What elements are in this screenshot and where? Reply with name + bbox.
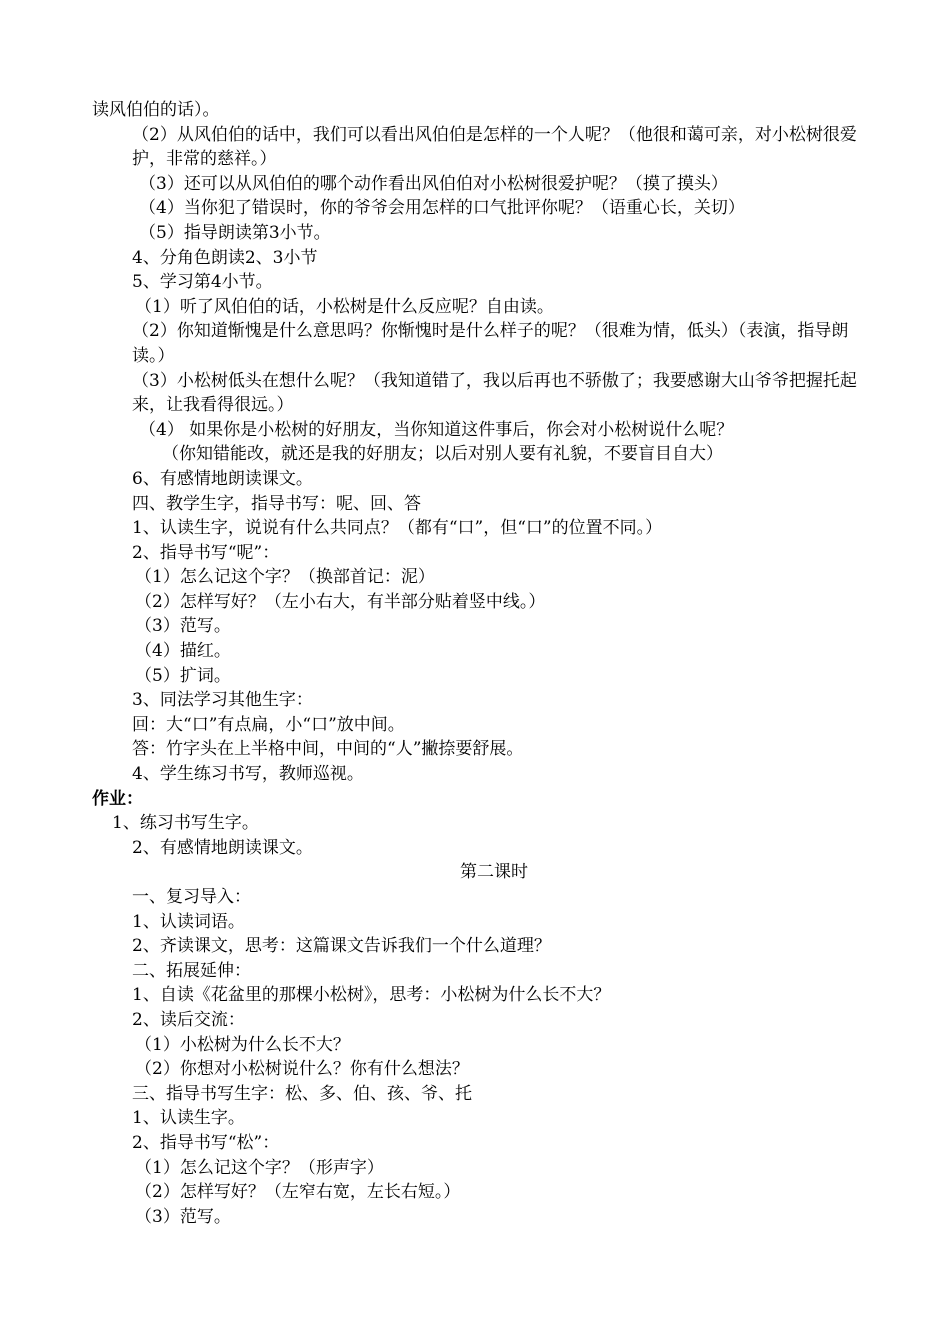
text-line: 2、指导书写“松”： xyxy=(132,1132,280,1153)
section-heading: 三、指导书写生字：松、多、伯、孩、爷、托 xyxy=(132,1083,472,1104)
text-line: （1）怎么记这个字？（形声字） xyxy=(135,1157,384,1178)
text-line: 6、有感情地朗读课文。 xyxy=(132,468,313,489)
section-heading: 四、教学生字，指导书写：呢、回、答 xyxy=(132,493,421,514)
text-line: 2、读后交流： xyxy=(132,1009,245,1030)
text-line: （2）怎样写好？（左小右大，有半部分贴着竖中线。） xyxy=(135,591,546,612)
text-line: 5、学习第4小节。 xyxy=(132,272,273,293)
text-line: 2、齐读课文，思考：这篇课文告诉我们一个什么道理？ xyxy=(132,936,551,957)
text-line: （1）小松树为什么长不大？ xyxy=(135,1034,350,1055)
text-line: （5）扩词。 xyxy=(135,665,231,686)
lesson-title: 第二课时 xyxy=(460,862,528,883)
text-line: 回：大“口”有点扁，小“口”放中间。 xyxy=(132,714,405,735)
text-line: （3）范写。 xyxy=(135,1206,231,1227)
text-line: （3）还可以从风伯伯的哪个动作看出风伯伯对小松树很爱护呢？（摸了摸头） xyxy=(139,173,728,194)
text-line: 1、认读词语。 xyxy=(132,911,245,932)
section-heading: 二、拓展延伸： xyxy=(132,960,251,981)
text-line: （你知错能改，就还是我的好朋友；以后对别人要有礼貌，不要盲目自大） xyxy=(162,444,723,465)
text-line: 1、认读生字，说说有什么共同点？（都有“口”，但“口”的位置不同。） xyxy=(132,518,663,539)
text-line: 1、练习书写生字。 xyxy=(112,813,259,834)
text-line: （1）听了风伯伯的话，小松树是什么反应呢？自由读。 xyxy=(135,296,554,317)
homework-heading: 作业： xyxy=(92,788,143,809)
text-line: （2）怎样写好？（左窄右宽，左长右短。） xyxy=(135,1182,461,1203)
text-line: （3）范写。 xyxy=(135,616,231,637)
text-line: （5）指导朗读第3小节。 xyxy=(139,222,331,243)
section-heading: 一、复习导入： xyxy=(132,887,251,907)
text-line: （4）描红。 xyxy=(135,641,231,662)
text-line: （4）当你犯了错误时，你的爷爷会用怎样的口气批评你呢？（语重心长，关切） xyxy=(139,198,745,219)
text-paragraph: （2）从风伯伯的话中，我们可以看出风伯伯是怎样的一个人呢？（他很和蔼可亲，对小松树很爱护，非常的慈祥。） xyxy=(132,124,857,170)
text-line: 读风伯伯的话）。 xyxy=(92,100,220,120)
text-paragraph: （3）小松树低头在想什么呢？（我知道错了，我以后再也不骄傲了；我要感谢大山爷爷把握托起来，让我看得很远。） xyxy=(132,370,857,416)
text-line: （4） 如果你是小松树的好朋友，当你知道这件事后，你会对小松树说什么呢？ xyxy=(139,419,734,440)
text-line: 4、学生练习书写，教师巡视。 xyxy=(132,764,364,785)
text-line: 2、有感情地朗读课文。 xyxy=(132,837,313,858)
text-line: 1、认读生字。 xyxy=(132,1108,245,1129)
text-paragraph: （2）你知道惭愧是什么意思吗？你惭愧时是什么样子的呢？（很难为情，低头）（表演，指导朗读。） xyxy=(132,321,849,366)
text-line: 答：竹字头在上半格中间，中间的“人”撇捺要舒展。 xyxy=(132,739,524,760)
document-body xyxy=(92,98,868,1229)
text-line: 3、同法学习其他生字： xyxy=(132,690,313,711)
text-line: （2）你想对小松树说什么？你有什么想法？ xyxy=(135,1059,469,1080)
text-line: 2、指导书写“呢”： xyxy=(132,542,280,563)
text-line: 4、分角色朗读2、3小节 xyxy=(132,247,318,268)
text-line: 1、自读《花盆里的那棵小松树》，思考：小松树为什么长不大？ xyxy=(132,985,611,1006)
text-line: （1）怎么记这个字？（换部首记：泥） xyxy=(135,567,435,588)
